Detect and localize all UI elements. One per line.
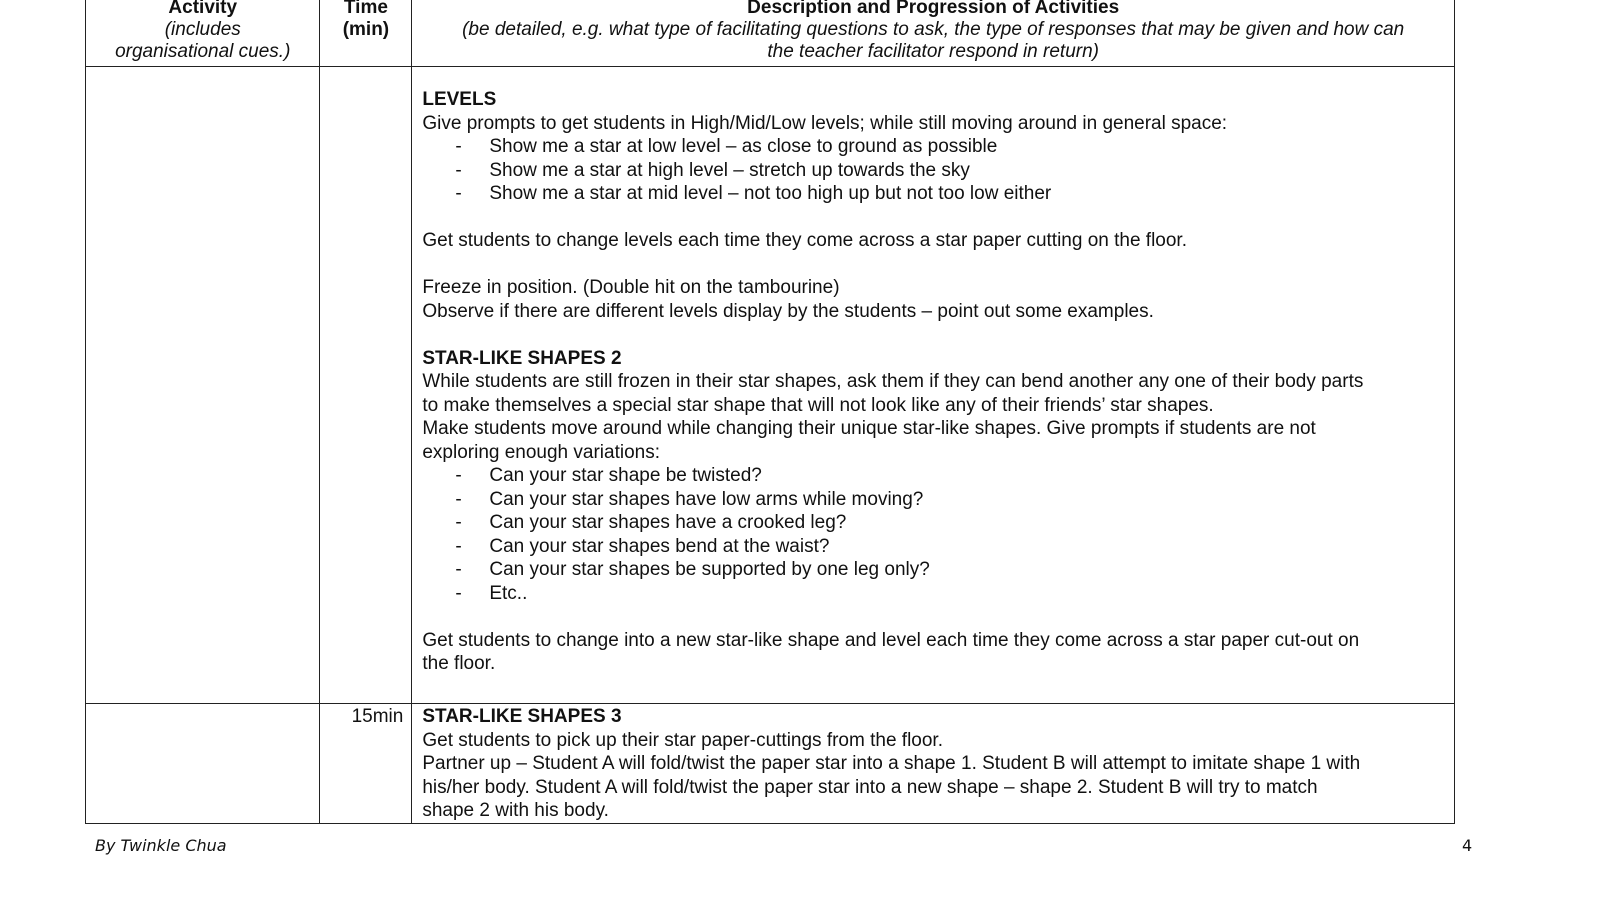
description-cell <box>412 704 1455 824</box>
section-title-levels: LEVELS <box>422 89 497 110</box>
header-activity-note: (includes <box>164 19 241 40</box>
header-activity-note2: organisational cues.) <box>115 41 291 62</box>
section-title-shapes-3: STAR-LIKE SHAPES 3 <box>422 706 622 727</box>
list-item-text: Can your star shapes have a crooked leg? <box>489 512 847 533</box>
list-item <box>422 488 1444 512</box>
bullet: - <box>455 488 462 510</box>
paragraph: Give prompts to get students in High/Mid/Low levels; while still moving around in general space: <box>422 112 1228 134</box>
list-item-text: Show me a star at high level – stretch up towards the sky <box>489 159 970 181</box>
paragraph: Observe if there are different levels display by the students – point out some examples. <box>422 300 1154 322</box>
bullet: - <box>455 535 462 557</box>
list-item-text: Show me a star at low level – as close to ground as possible <box>489 136 998 157</box>
activity-cell <box>86 67 320 704</box>
list-item-text: Show me a star at mid level – not too high up but not too low either <box>489 183 1052 204</box>
bullet: - <box>455 159 462 181</box>
paragraph-line: exploring enough variations: <box>422 441 661 463</box>
paragraph-line: his/her body. Student A will fold/twist the paper star into a new shape – shape 2. Student B will try to match <box>422 776 1318 798</box>
bullet: - <box>455 136 462 157</box>
bullet: - <box>455 582 462 604</box>
paragraph-line: Partner up – Student A will fold/twist the paper star into a shape 1. Student B will attempt to imitate shape 1 with <box>422 753 1361 774</box>
footer-author: By Twinkle Chua <box>95 836 227 855</box>
paragraph-line: Make students move around while changing their unique star-like shapes. Give prompts if students are not <box>422 418 1316 439</box>
header-time-unit: (min) <box>342 19 390 40</box>
header-time <box>320 0 412 67</box>
list-item-text: Etc.. <box>489 582 528 604</box>
time-cell: 15min <box>320 704 412 824</box>
list-item-text: Can your star shapes have low arms while moving? <box>489 488 924 510</box>
page-number: 4 <box>1462 836 1473 855</box>
time-cell <box>320 67 412 704</box>
paragraph: Get students to change levels each time they come across a star paper cutting on the floor. <box>422 230 1187 251</box>
paragraph-line: Get students to change into a new star-like shape and level each time they come across a star paper cut-out on <box>422 629 1360 651</box>
list-item <box>422 135 1444 159</box>
lesson-plan-table <box>85 0 1455 824</box>
list-item <box>422 182 1444 206</box>
header-description-label: Description and Progression of Activities <box>747 0 1120 18</box>
bullet: - <box>455 512 462 533</box>
table-header-row <box>86 0 1455 67</box>
header-activity-label: Activity <box>168 0 238 18</box>
list-item <box>422 582 1444 606</box>
list-item <box>422 464 1444 488</box>
header-activity <box>86 0 320 67</box>
paragraph-line: shape 2 with his body. <box>422 800 609 821</box>
list-item <box>422 159 1444 183</box>
section-title-shapes-2: STAR-LIKE SHAPES 2 <box>422 347 622 369</box>
list-item <box>422 535 1444 559</box>
list-item-text: Can your star shapes bend at the waist? <box>489 535 830 557</box>
list-item <box>422 511 1444 535</box>
bullet: - <box>455 559 462 580</box>
list-item-text: Can your star shapes be supported by one leg only? <box>489 559 930 580</box>
list-item <box>422 558 1444 582</box>
paragraph-line: Get students to pick up their star paper-cuttings from the floor. <box>422 729 943 751</box>
paragraph-line: While students are still frozen in their star shapes, ask them if they can bend another any one of their body parts <box>422 371 1364 392</box>
table-row <box>86 67 1455 704</box>
description-cell <box>412 67 1455 704</box>
header-description <box>412 0 1455 67</box>
bullet: - <box>455 465 462 486</box>
activity-cell <box>86 704 320 824</box>
header-description-note2: the teacher facilitator respond in return) <box>767 41 1099 62</box>
bullet: - <box>455 183 462 204</box>
header-description-note: (be detailed, e.g. what type of facilitating questions to ask, the type of responses that may be given and how can <box>462 19 1405 40</box>
paragraph-line: the floor. <box>422 653 496 674</box>
table-row <box>86 704 1455 824</box>
list-item-text: Can your star shape be twisted? <box>489 465 762 486</box>
paragraph-line: to make themselves a special star shape that will not look like any of their friends’ star shapes. <box>422 394 1214 416</box>
header-time-label: Time <box>343 0 388 18</box>
paragraph: Freeze in position. (Double hit on the tambourine) <box>422 277 840 298</box>
